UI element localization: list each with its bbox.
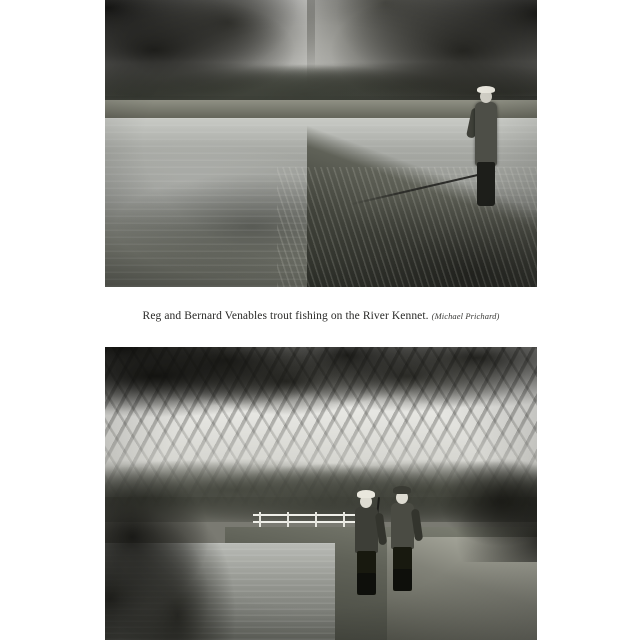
- angler-waders: [357, 573, 376, 595]
- angler-legs: [477, 162, 495, 206]
- tree-canopy-left: [105, 0, 315, 104]
- angler-hat: [393, 486, 411, 494]
- photo-bottom: [105, 347, 537, 640]
- photo-caption: [105, 310, 537, 322]
- photo-top: [105, 0, 537, 287]
- angler-hat: [477, 86, 495, 93]
- angler-hat: [357, 490, 375, 498]
- angler-figure: [465, 78, 507, 208]
- angler-torso: [355, 507, 378, 553]
- caption-credit: (Michael Prichard): [431, 311, 500, 321]
- angler-waders: [393, 569, 412, 591]
- angler-torso: [475, 102, 497, 166]
- caption-text: Reg and Bernard Venables trout fishing on the River Kennet.: [142, 310, 429, 322]
- leaf-texture: [105, 347, 537, 507]
- angler-figure-left: [349, 487, 383, 595]
- angler-figure-right: [385, 483, 419, 591]
- angler-torso: [391, 503, 414, 549]
